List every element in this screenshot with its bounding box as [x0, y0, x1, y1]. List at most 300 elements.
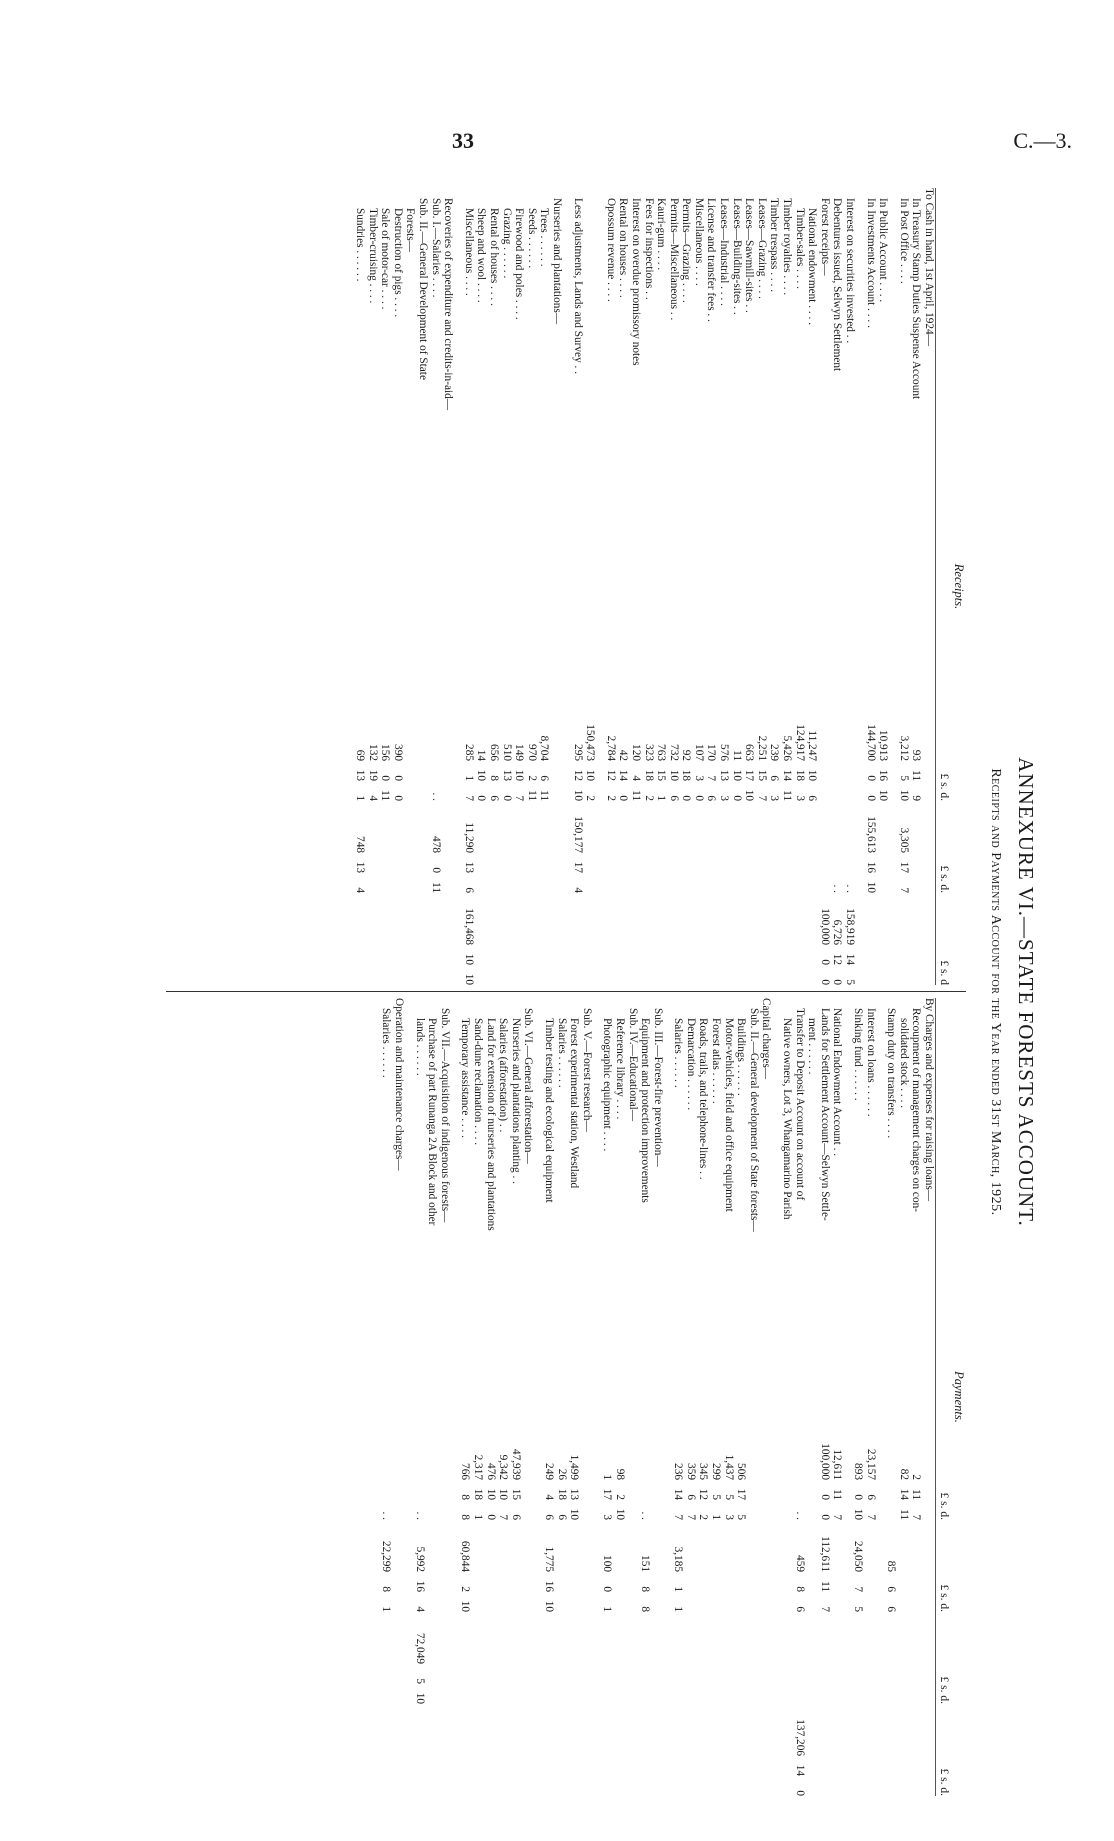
receipt-amount-c2	[655, 801, 668, 893]
payment-amount-part: 0	[818, 1494, 831, 1500]
receipt-row	[910, 188, 923, 985]
payment-amount-c2	[910, 1520, 923, 1612]
receipt-amount-c2	[416, 801, 429, 893]
receipt-amount-c2	[500, 801, 513, 893]
payment-amount-part: 7	[831, 1514, 844, 1520]
receipt-amount-c1	[416, 709, 429, 801]
payment-amount-part: 7	[684, 1514, 697, 1520]
payment-amount-c3	[601, 1612, 614, 1704]
receipt-amount-part: 0	[500, 795, 513, 801]
receipt-amount-c1	[755, 709, 768, 801]
receipt-amount-c1: . .	[429, 792, 442, 801]
receipt-amount-part: 0	[680, 795, 693, 801]
payment-amount-part: 1	[601, 1474, 614, 1480]
payment-row	[722, 998, 735, 1796]
receipt-row	[475, 188, 488, 985]
receipt-amount-c2	[629, 801, 642, 893]
payment-amount-part: 0	[484, 1514, 497, 1520]
receipt-amount-part: 12	[604, 769, 617, 781]
receipt-row	[538, 188, 551, 985]
receipt-description: Leases—Sawmill-sites . .	[743, 198, 756, 313]
payment-amount-c4	[380, 1704, 393, 1796]
payment-amount-part: 6	[555, 1514, 568, 1520]
receipt-amount-part: 5	[897, 775, 910, 781]
receipt-amount-part: 0	[864, 795, 877, 801]
payments-section	[166, 992, 966, 1802]
receipt-amount-c3	[442, 893, 455, 985]
receipt-amount-part: 2,251	[755, 735, 768, 761]
payment-amount-c4	[568, 1704, 581, 1796]
payment-amount-part: 236	[672, 1463, 685, 1480]
payment-amount-part: 11	[910, 1489, 923, 1500]
receipt-amount-part: 42	[617, 749, 630, 761]
payment-amount-part: 14	[672, 1488, 685, 1500]
receipt-amount-c3	[500, 893, 513, 985]
payment-amount-c4	[780, 1704, 793, 1796]
receipt-description: Trees . . . . . .	[538, 208, 551, 267]
payment-amount-part: 299	[710, 1463, 723, 1480]
payment-description: Salaries . . . . . .	[672, 1018, 685, 1088]
receipt-amount-c3	[755, 893, 768, 985]
receipt-amount-c1	[806, 709, 819, 801]
receipt-amount-part: 9	[910, 795, 923, 801]
payment-amount-c4	[851, 1704, 864, 1796]
receipt-amount-part: 3	[768, 795, 781, 801]
payment-amount-part: 7	[818, 1606, 831, 1612]
receipt-amount-c2	[442, 801, 455, 893]
receipt-description: In Post Office . . . .	[897, 198, 910, 284]
receipt-amount-part: 10	[513, 769, 526, 781]
receipt-amount-part: 14	[617, 769, 630, 781]
receipt-row	[877, 188, 890, 985]
payment-amount-c1	[542, 1428, 555, 1520]
payment-amount-c1	[484, 1428, 497, 1520]
receipt-amount-part: 0	[831, 979, 844, 985]
receipt-amount-part: 132	[366, 744, 379, 761]
receipt-amount-c2	[864, 801, 877, 893]
receipt-amount-c1	[629, 709, 642, 801]
receipt-amount-c1	[743, 709, 756, 801]
receipt-amount-c1	[442, 709, 455, 801]
receipt-amount-c2	[538, 801, 551, 893]
receipt-row	[768, 188, 781, 985]
receipt-description: Sundries . . . . . .	[354, 208, 367, 282]
payment-amount-c3	[747, 1612, 760, 1704]
payment-amount-c3	[471, 1612, 484, 1704]
payment-amount-c3	[509, 1612, 522, 1704]
receipt-amount-part: 107	[692, 744, 705, 761]
payment-amount-c3	[897, 1612, 910, 1704]
payment-description: Transfer to Deposit Account on account of	[793, 1008, 806, 1201]
annexure-title: ANNEXURE VI.—STATE FORESTS ACCOUNT.	[1014, 757, 1038, 1227]
receipt-amount-c2	[404, 801, 417, 893]
payment-amount-c1	[697, 1428, 710, 1520]
receipt-amount-c2	[897, 801, 910, 893]
receipt-amount-part: 10	[743, 789, 756, 801]
receipt-amount-c1	[525, 709, 538, 801]
payment-amount-part: 1,437	[722, 1454, 735, 1480]
payment-amount-c2	[831, 1520, 844, 1612]
receipt-amount-c1	[843, 709, 856, 801]
payment-amount-c1	[497, 1428, 510, 1520]
receipt-amount-c3	[922, 893, 935, 985]
receipt-amount-part: 11	[429, 882, 442, 893]
receipt-row	[550, 188, 563, 985]
payment-amount-c4	[864, 1704, 877, 1796]
payment-amount-part: 4	[413, 1606, 426, 1612]
payment-amount-part: 8	[459, 1494, 472, 1500]
receipt-amount-c2	[910, 801, 923, 893]
receipt-amount-c2	[922, 801, 935, 893]
payment-row	[780, 998, 793, 1796]
payment-row	[651, 998, 664, 1796]
payment-row	[580, 998, 593, 1796]
payment-amount-c1	[471, 1428, 484, 1520]
payment-amount-part: 8	[639, 1606, 652, 1612]
payment-amount-c2	[438, 1520, 451, 1612]
receipt-description: Miscellaneous . . . .	[692, 198, 705, 286]
receipt-amount-part: 144,700	[864, 724, 877, 761]
payment-description: Salaries (afforestation) . .	[497, 1018, 510, 1133]
receipt-amount-part: 7	[462, 795, 475, 801]
receipt-amount-c3	[768, 893, 781, 985]
payment-amount-c2	[568, 1520, 581, 1612]
receipt-amount-c2	[705, 801, 718, 893]
receipt-row	[525, 188, 538, 985]
payment-description: solidated stock . . . .	[897, 1018, 910, 1109]
payment-amount-c2	[426, 1520, 439, 1612]
payment-amount-part: 2,317	[472, 1454, 484, 1480]
receipt-description: Timber trespass . . . .	[768, 198, 781, 293]
payment-description: Sub. IV.—Educational—	[626, 1008, 639, 1122]
receipt-description: In Treasury Stamp Duties Suspense Account	[910, 198, 923, 400]
payment-amount-c3	[710, 1612, 723, 1704]
receipt-description: Sub. I.—Salaries . . . .	[429, 198, 442, 298]
payment-amount-c3	[922, 1612, 935, 1704]
payment-amount-c3	[651, 1612, 664, 1704]
receipt-amount-part: 11	[910, 770, 923, 781]
column-header: £ s. d.	[938, 865, 950, 893]
receipt-description: Timber-sales . . . .	[793, 208, 806, 289]
payment-amount-c2	[626, 1520, 639, 1612]
payment-row	[922, 998, 935, 1796]
receipt-row	[922, 188, 935, 985]
column-header: £ s. d.	[938, 1768, 950, 1796]
payment-description: lands . . . . . .	[413, 1018, 426, 1076]
receipt-amount-part: 150,177	[571, 816, 584, 853]
receipt-row	[353, 188, 366, 985]
payment-amount-c3	[438, 1612, 451, 1704]
receipt-description: To Cash in hand, 1st April, 1924—	[923, 188, 935, 346]
receipt-amount-c2: . .	[831, 884, 844, 893]
payment-amount-c2	[806, 1520, 819, 1612]
payment-amount-c1	[885, 1428, 898, 1520]
payment-amount-c1	[459, 1428, 472, 1520]
receipt-amount-part: 158,919	[844, 908, 857, 945]
payment-amount-part: 893	[852, 1463, 865, 1480]
payment-row	[747, 998, 760, 1796]
payment-amount-part: 1	[672, 1586, 685, 1592]
receipt-amount-c2	[793, 801, 806, 893]
receipt-amount-part: 13	[354, 769, 367, 781]
payment-amount-part: 1	[672, 1606, 685, 1612]
payment-amount-c1	[601, 1428, 614, 1520]
payment-description: Forest experimental station, Westland	[568, 1018, 581, 1189]
account-subtitle: Receipts and Payments Account for the Year ended 31st March, 1925.	[988, 768, 1003, 1216]
payment-amount-c4	[672, 1704, 685, 1796]
payment-amount-part: 6	[509, 1514, 522, 1520]
receipt-amount-part: 3	[692, 775, 705, 781]
payment-amount-part: 3,185	[672, 1546, 685, 1572]
payment-amount-c1	[672, 1428, 685, 1520]
payment-amount-part: 10	[497, 1488, 510, 1500]
receipt-amount-part: 285	[462, 744, 475, 761]
payment-amount-c2	[818, 1520, 831, 1612]
payment-row	[471, 998, 484, 1796]
receipt-amount-part: 10	[667, 769, 680, 781]
receipt-amount-c1	[550, 709, 563, 801]
receipt-amount-c3	[429, 893, 442, 985]
receipt-amount-c1	[366, 709, 379, 801]
account-columns	[166, 182, 966, 1802]
receipt-amount-c1	[353, 709, 366, 801]
receipt-amount-part: 6,726	[831, 919, 844, 945]
receipt-spacer	[563, 188, 571, 985]
receipt-amount-part: 1	[462, 775, 475, 781]
payment-amount-part: 7	[497, 1514, 510, 1520]
receipt-amount-part: 748	[354, 836, 367, 853]
receipt-description: Grazing . . . . . .	[500, 208, 513, 279]
receipt-amount-part: 10	[806, 769, 819, 781]
receipt-amount-c3	[584, 893, 597, 985]
payment-amount-part: 1,499	[568, 1454, 581, 1480]
payment-row	[831, 998, 844, 1796]
receipt-amount-part: 6	[538, 775, 551, 781]
receipt-amount-part: 10	[584, 769, 597, 781]
payment-amount-c1	[818, 1428, 831, 1520]
payment-amount-part: 2	[910, 1474, 923, 1480]
payment-description: Photographic equipment . . . .	[601, 1018, 614, 1152]
payment-amount-part: 11	[831, 1489, 844, 1500]
receipt-amount-c1	[730, 709, 743, 801]
document-reference: C.—3.	[1013, 128, 1072, 153]
receipt-amount-part: 14	[781, 769, 794, 781]
payment-amount-c3	[497, 1612, 510, 1704]
payment-amount-c3	[639, 1612, 652, 1704]
payment-amount-part: 6	[885, 1606, 898, 1612]
payment-amount-part: 60,844	[459, 1540, 472, 1572]
receipt-amount-part: 5	[844, 979, 857, 985]
receipt-amount-part: 763	[655, 744, 668, 761]
receipt-amount-c1	[584, 709, 597, 801]
receipt-amount-c3	[718, 893, 731, 985]
receipt-amount-part: 156	[379, 744, 392, 761]
payment-amount-c2	[509, 1520, 522, 1612]
receipt-description: Less adjustments, Lands and Survey . .	[571, 198, 584, 375]
receipt-amount-part: 6	[488, 795, 500, 801]
receipt-amount-part: 14	[475, 749, 488, 761]
receipt-amount-part: 0	[379, 775, 392, 781]
payment-amount-part: 10	[852, 1508, 865, 1520]
receipt-amount-c1	[404, 709, 417, 801]
payment-amount-part: 47,939	[509, 1448, 522, 1480]
payment-amount-c4	[471, 1704, 484, 1796]
payment-amount-c2	[922, 1520, 935, 1612]
receipt-amount-c3	[806, 893, 819, 985]
receipt-amount-part: 11	[781, 790, 794, 801]
payment-amount-c3	[522, 1612, 535, 1704]
payment-description: Sub. V.—Forest research—	[580, 1008, 593, 1132]
receipt-description: Kauri-gum . . . .	[655, 198, 668, 271]
payment-amount-part: 4	[542, 1494, 555, 1500]
payment-amount-part: 14	[793, 1764, 806, 1776]
payment-amount-part: 345	[697, 1463, 710, 1480]
payment-amount-c4	[626, 1704, 639, 1796]
payment-amount-c3	[392, 1612, 405, 1704]
receipt-amount-c3	[730, 893, 743, 985]
receipt-amount-part: 11	[730, 750, 743, 761]
receipt-amount-c2	[718, 801, 731, 893]
payment-description: Operation and maintenance charges—	[393, 998, 406, 1171]
payment-amount-part: 10	[459, 1600, 472, 1612]
receipt-amount-part: 8,704	[538, 735, 551, 761]
receipt-amount-part: 19	[366, 769, 379, 781]
payment-amount-part: 359	[684, 1463, 697, 1480]
payment-amount-part: 17	[601, 1488, 614, 1500]
receipt-amount-part: 7	[513, 795, 526, 801]
receipt-amount-c1	[718, 709, 731, 801]
payment-amount-c4	[509, 1704, 522, 1796]
receipt-amount-c2	[429, 801, 442, 893]
payment-row	[818, 998, 831, 1796]
payment-amount-c1	[851, 1428, 864, 1520]
receipt-spacer	[454, 188, 462, 985]
receipt-description: Timber royalties . . . .	[781, 198, 794, 296]
receipt-row	[755, 188, 768, 985]
payment-amount-c4	[684, 1704, 697, 1796]
receipt-row	[366, 188, 379, 985]
receipt-amount-c3	[780, 893, 793, 985]
receipt-amount-part: 7	[705, 775, 718, 781]
payment-row	[459, 998, 472, 1796]
payment-amount-c3	[818, 1612, 831, 1704]
payment-description: Motor-vehicles, field and office equipment	[722, 1018, 735, 1212]
receipts-heading: Receipts.	[952, 563, 966, 610]
receipt-amount-part: 6	[462, 887, 475, 893]
payment-amount-part: 17	[735, 1488, 748, 1500]
receipt-amount-part: 150,473	[584, 724, 597, 761]
payment-row	[426, 998, 439, 1796]
payment-row	[522, 998, 535, 1796]
payment-amount-part: 5	[710, 1494, 723, 1500]
payment-amount-c2	[484, 1520, 497, 1612]
receipt-spacer	[889, 188, 897, 985]
receipt-row	[780, 188, 793, 985]
payment-amount-c2	[672, 1520, 685, 1612]
receipt-amount-c1	[705, 709, 718, 801]
payment-amount-part: 3	[722, 1514, 735, 1520]
payment-amount-c4	[831, 1704, 844, 1796]
payment-description: Reference library . . . .	[613, 1018, 626, 1120]
payment-amount-c2	[747, 1520, 760, 1612]
receipt-row	[718, 188, 731, 985]
receipt-amount-part: 18	[642, 769, 655, 781]
receipt-description: Sheep and wool . . . .	[475, 208, 488, 303]
payment-amount-part: 5	[722, 1494, 735, 1500]
receipt-amount-part: 6	[768, 775, 781, 781]
payment-amount-c4	[697, 1704, 710, 1796]
receipt-amount-part: 1	[354, 795, 367, 801]
payment-amount-part: 22,299	[380, 1540, 393, 1572]
receipt-row	[680, 188, 693, 985]
payment-amount-c4	[793, 1704, 806, 1796]
receipt-amount-part: 0	[692, 795, 705, 801]
receipt-amount-c2	[642, 801, 655, 893]
payment-amount-c4	[601, 1704, 614, 1796]
receipt-amount-part: 2	[525, 775, 538, 781]
receipt-description: Rental on houses . . . .	[617, 198, 630, 298]
receipt-amount-c1	[617, 709, 630, 801]
payment-amount-c2	[885, 1520, 898, 1612]
payment-amount-part: 2	[697, 1514, 710, 1520]
payment-description: Sinking fund . . . . . .	[852, 1008, 865, 1101]
payment-description: Lands for Settlement Account—Selwyn Settle-	[818, 1008, 831, 1221]
receipt-row	[655, 188, 668, 985]
receipt-amount-part: 14	[844, 953, 857, 965]
receipt-description: In Investments Account . . . .	[864, 198, 877, 328]
payment-amount-part: 10	[613, 1508, 626, 1520]
payment-amount-c1	[806, 1428, 819, 1520]
payment-amount-c2	[864, 1520, 877, 1612]
payment-amount-part: 18	[472, 1488, 484, 1500]
receipt-amount-c2	[680, 801, 693, 893]
receipt-amount-part: 239	[768, 744, 781, 761]
payment-amount-part: 72,049	[413, 1632, 426, 1664]
receipt-amount-c3	[462, 893, 475, 985]
receipt-amount-c1	[500, 709, 513, 801]
payment-amount-c4	[580, 1704, 593, 1796]
receipt-amount-part: 10,913	[877, 729, 890, 761]
receipt-amount-part: 7	[897, 887, 910, 893]
receipt-amount-c1	[768, 709, 781, 801]
receipt-description: Forests—	[404, 208, 417, 252]
receipt-description: Sale of motor-car . . . .	[379, 208, 392, 310]
receipt-description: Permits—Grazing . . . .	[680, 198, 693, 303]
receipt-row	[429, 188, 442, 985]
receipt-description: Opossum revenue . . . .	[604, 198, 617, 302]
payment-amount-c2	[684, 1520, 697, 1612]
receipt-amount-part: 0	[391, 775, 404, 781]
receipt-amount-c3	[379, 893, 392, 985]
payment-amount-c1	[760, 1428, 773, 1520]
receipt-amount-c3	[538, 893, 551, 985]
receipt-amount-part: 10	[571, 789, 584, 801]
receipt-description: Miscellaneous . . . .	[462, 208, 475, 296]
receipts-section	[166, 182, 966, 992]
receipt-row	[379, 188, 392, 985]
receipt-description: Sub. II.—General Development of State	[417, 198, 430, 380]
payment-amount-c2	[413, 1520, 426, 1612]
payment-amount-c2	[651, 1520, 664, 1612]
payment-amount-c2	[780, 1520, 793, 1612]
payment-amount-part: 8	[380, 1586, 393, 1592]
payment-amount-part: 18	[555, 1488, 568, 1500]
payment-amount-c2	[555, 1520, 568, 1612]
payment-amount-part: 11	[818, 1581, 831, 1592]
payment-amount-c3	[697, 1612, 710, 1704]
receipt-row	[897, 188, 910, 985]
receipt-amount-c2	[584, 801, 597, 893]
